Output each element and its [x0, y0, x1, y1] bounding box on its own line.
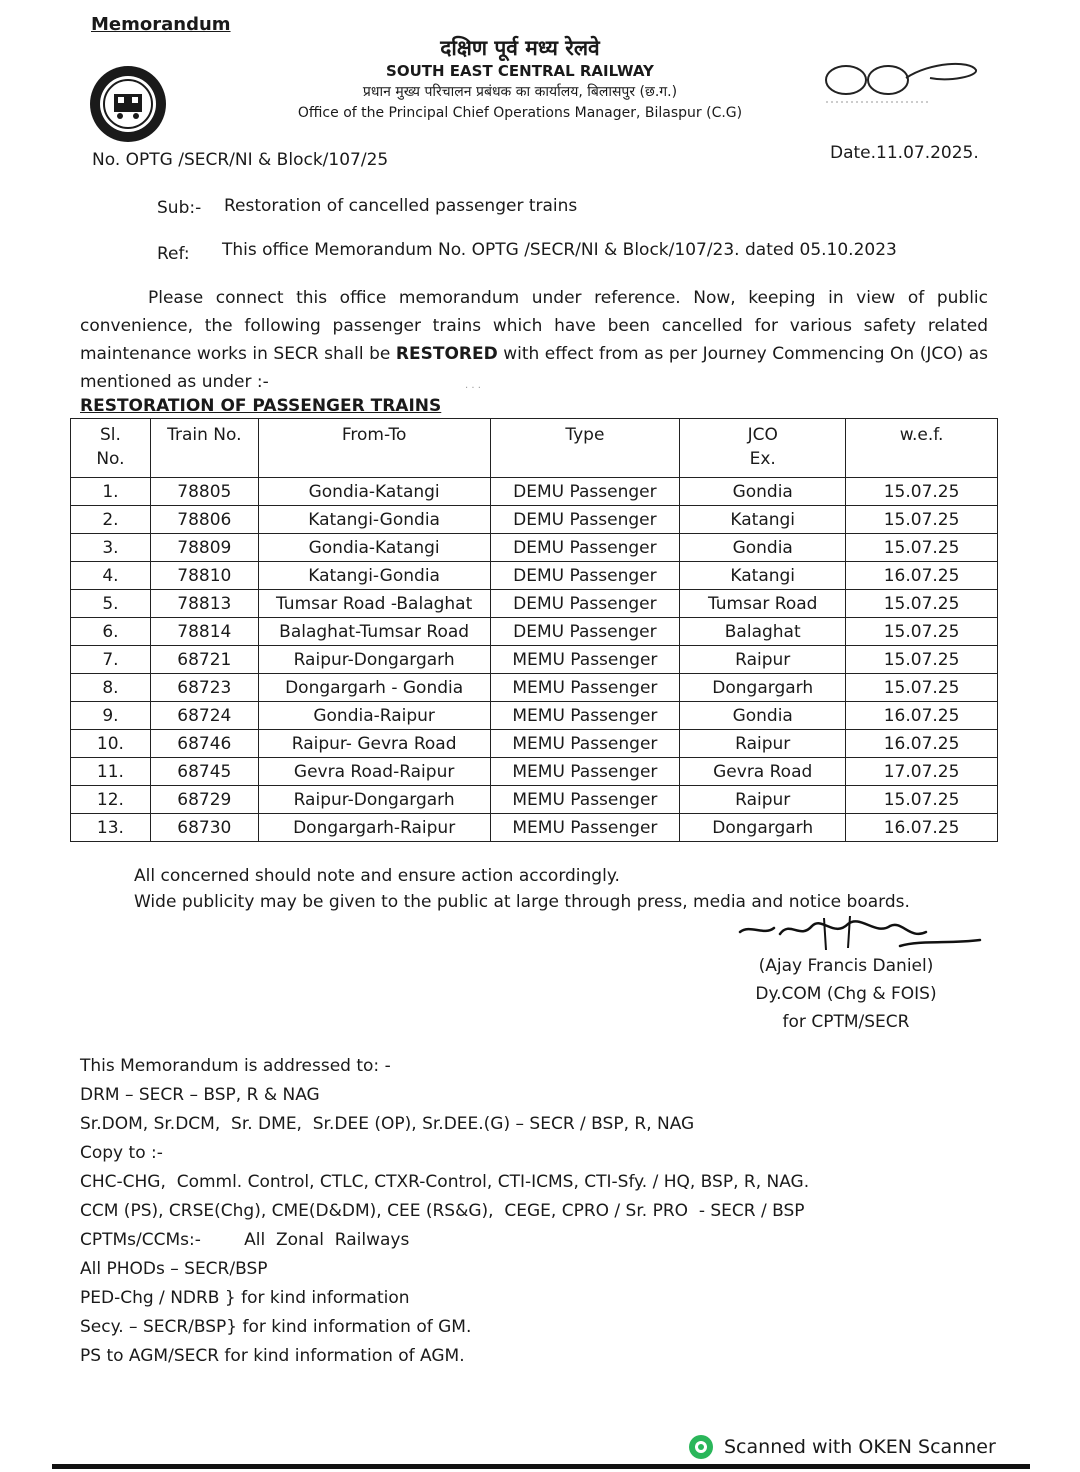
scanner-text: Scanned with OKEN Scanner — [724, 1436, 996, 1458]
subject-label: Sub:- — [157, 198, 202, 218]
cell-sl: 5. — [71, 590, 151, 618]
addressee-line: Copy to :- — [80, 1143, 163, 1163]
reference-label: Ref: — [157, 244, 190, 264]
cell-fromto: Gondia-Katangi — [258, 478, 490, 506]
cell-sl: 4. — [71, 562, 151, 590]
cell-jco: Raipur — [680, 646, 846, 674]
cell-sl: 11. — [71, 758, 151, 786]
note-line-1: All concerned should note and ensure action accordingly. — [134, 866, 620, 886]
signatory-for: for CPTM/SECR — [782, 1012, 910, 1032]
cell-wef: 15.07.25 — [846, 786, 998, 814]
cell-fromto: Gondia-Katangi — [258, 534, 490, 562]
cell-train: 68745 — [150, 758, 258, 786]
cell-wef: 16.07.25 — [846, 702, 998, 730]
cell-wef: 16.07.25 — [846, 730, 998, 758]
cell-jco: Gondia — [680, 702, 846, 730]
cell-fromto: Raipur- Gevra Road — [258, 730, 490, 758]
cell-train: 68721 — [150, 646, 258, 674]
addressee-line: DRM – SECR – BSP, R & NAG — [80, 1085, 320, 1105]
addressee-line: PED-Chg / NDRB } for kind information — [80, 1288, 410, 1308]
cell-sl: 6. — [71, 618, 151, 646]
cell-type: MEMU Passenger — [490, 646, 680, 674]
addressee-line: PS to AGM/SECR for kind information of AGM. — [80, 1346, 465, 1366]
addressee-line: All PHODs – SECR/BSP — [80, 1259, 268, 1279]
header-wef: w.e.f. — [846, 419, 998, 478]
scan-speck: · · · — [465, 383, 481, 394]
cell-sl: 3. — [71, 534, 151, 562]
office-name-hindi: प्रधान मुख्य परिचालन प्रबंधक का कार्यालय, बिलासपुर (छ.ग.) — [362, 84, 678, 100]
cell-jco: Gondia — [680, 478, 846, 506]
para-end: with effect from as per Journey Commencing On (JCO) as mentioned as under :- — [80, 344, 989, 392]
trains-table — [70, 418, 998, 842]
cell-wef: 15.07.25 — [846, 590, 998, 618]
cell-sl: 12. — [71, 786, 151, 814]
para-bold: RESTORED — [395, 344, 498, 364]
table-row — [71, 786, 998, 814]
signatory-name: (Ajay Francis Daniel) — [758, 956, 934, 976]
railway-name-english: SOUTH EAST CENTRAL RAILWAY — [386, 62, 654, 80]
addressee-line: Sr.DOM, Sr.DCM, Sr. DME, Sr.DEE (OP), Sr.DEE.(G) – SECR / BSP, R, NAG — [80, 1114, 695, 1134]
header-type: Type — [490, 419, 680, 478]
cell-type: MEMU Passenger — [490, 702, 680, 730]
cell-type: MEMU Passenger — [490, 758, 680, 786]
cell-train: 68729 — [150, 786, 258, 814]
table-row — [71, 646, 998, 674]
table-row — [71, 730, 998, 758]
cell-fromto: Tumsar Road -Balaghat — [258, 590, 490, 618]
cell-sl: 2. — [71, 506, 151, 534]
cell-jco: Dongargarh — [680, 814, 846, 842]
cell-fromto: Dongargarh-Raipur — [258, 814, 490, 842]
cell-fromto: Gondia-Raipur — [258, 702, 490, 730]
table-row — [71, 674, 998, 702]
cell-fromto: Raipur-Dongargarh — [258, 646, 490, 674]
cell-jco: Dongargarh — [680, 674, 846, 702]
indian-railways-logo — [88, 64, 168, 144]
cell-jco: Balaghat — [680, 618, 846, 646]
cell-fromto: Katangi-Gondia — [258, 506, 490, 534]
cell-fromto: Dongargarh - Gondia — [258, 674, 490, 702]
cell-type: DEMU Passenger — [490, 590, 680, 618]
cell-train: 68746 — [150, 730, 258, 758]
cell-type: DEMU Passenger — [490, 478, 680, 506]
cell-train: 78806 — [150, 506, 258, 534]
cell-jco: Raipur — [680, 730, 846, 758]
table-row — [71, 702, 998, 730]
cell-train: 78805 — [150, 478, 258, 506]
memo-title: Memorandum — [91, 14, 231, 35]
cell-sl: 1. — [71, 478, 151, 506]
cell-sl: 10. — [71, 730, 151, 758]
table-header-row — [71, 419, 998, 478]
table-row — [71, 562, 998, 590]
header-jco: JCO Ex. — [680, 419, 846, 478]
table-title: RESTORATION OF PASSENGER TRAINS — [80, 396, 442, 416]
table-row — [71, 534, 998, 562]
signatory-designation: Dy.COM (Chg & FOIS) — [755, 984, 937, 1004]
cell-wef: 15.07.25 — [846, 506, 998, 534]
header-sl: Sl. No. — [71, 419, 151, 478]
cell-sl: 7. — [71, 646, 151, 674]
table-row — [71, 590, 998, 618]
cell-sl: 9. — [71, 702, 151, 730]
reference-number: No. OPTG /SECR/NI & Block/107/25 — [92, 150, 389, 170]
cell-wef: 16.07.25 — [846, 814, 998, 842]
cell-type: DEMU Passenger — [490, 506, 680, 534]
oken-scanner-icon — [688, 1434, 714, 1460]
cell-train: 78813 — [150, 590, 258, 618]
cell-fromto: Raipur-Dongargarh — [258, 786, 490, 814]
table-row — [71, 506, 998, 534]
cell-wef: 15.07.25 — [846, 618, 998, 646]
header-from-to: From-To — [258, 419, 490, 478]
subject-text: Restoration of cancelled passenger trains — [224, 196, 578, 216]
cell-jco: Katangi — [680, 562, 846, 590]
cell-train: 68724 — [150, 702, 258, 730]
cell-type: DEMU Passenger — [490, 618, 680, 646]
cell-type: MEMU Passenger — [490, 786, 680, 814]
memo-date: Date.11.07.2025. — [830, 143, 979, 163]
bottom-border — [52, 1464, 1030, 1469]
cell-fromto: Gevra Road-Raipur — [258, 758, 490, 786]
cell-wef: 15.07.25 — [846, 478, 998, 506]
note-line-2: Wide publicity may be given to the public at large through press, media and notice boards. — [134, 892, 910, 912]
cell-wef: 16.07.25 — [846, 562, 998, 590]
cell-jco: Gevra Road — [680, 758, 846, 786]
addressee-line: CCM (PS), CRSE(Chg), CME(D&DM), CEE (RS&G), CEGE, CPRO / Sr. PRO - SECR / BSP — [80, 1201, 805, 1221]
table-row — [71, 618, 998, 646]
cell-wef: 15.07.25 — [846, 646, 998, 674]
scanner-watermark — [688, 1434, 996, 1460]
cell-train: 78810 — [150, 562, 258, 590]
header-train-no: Train No. — [150, 419, 258, 478]
addressee-line: This Memorandum is addressed to: - — [80, 1056, 391, 1076]
cell-jco: Gondia — [680, 534, 846, 562]
table-row — [71, 478, 998, 506]
cell-type: DEMU Passenger — [490, 534, 680, 562]
cell-train: 78814 — [150, 618, 258, 646]
amrit-mahotsav-emblem-icon — [820, 58, 980, 110]
body-paragraph — [80, 284, 988, 396]
signature-block — [726, 952, 966, 1036]
cell-fromto: Katangi-Gondia — [258, 562, 490, 590]
cell-type: MEMU Passenger — [490, 814, 680, 842]
para-start: Please connect this office memorandum under reference. Now, keeping in view of public convenience, the following passenger trains which have been cancelled for various safety related maintenance works in SECR shall be — [80, 288, 988, 364]
cell-type: DEMU Passenger — [490, 562, 680, 590]
cell-train: 68730 — [150, 814, 258, 842]
cell-type: MEMU Passenger — [490, 674, 680, 702]
addressee-list — [80, 1052, 809, 1371]
cell-wef: 17.07.25 — [846, 758, 998, 786]
cell-jco: Tumsar Road — [680, 590, 846, 618]
cell-jco: Katangi — [680, 506, 846, 534]
cell-train: 78809 — [150, 534, 258, 562]
addressee-line: CPTMs/CCMs:- All Zonal Railways — [80, 1230, 410, 1250]
addressee-line: Secy. – SECR/BSP} for kind information of GM. — [80, 1317, 472, 1337]
table-row — [71, 758, 998, 786]
cell-wef: 15.07.25 — [846, 534, 998, 562]
office-name-english: Office of the Principal Chief Operations Manager, Bilaspur (C.G) — [297, 105, 743, 121]
cell-type: MEMU Passenger — [490, 730, 680, 758]
cell-jco: Raipur — [680, 786, 846, 814]
cell-sl: 13. — [71, 814, 151, 842]
railway-name-hindi: दक्षिण पूर्व मध्य रेलवे — [440, 36, 600, 60]
addressee-line: CHC-CHG, Comml. Control, CTLC, CTXR-Control, CTI-ICMS, CTI-Sfy. / HQ, BSP, R, NAG. — [80, 1172, 810, 1192]
cell-train: 68723 — [150, 674, 258, 702]
cell-fromto: Balaghat-Tumsar Road — [258, 618, 490, 646]
reference-text: This office Memorandum No. OPTG /SECR/NI & Block/107/23. dated 05.10.2023 — [222, 240, 897, 260]
cell-sl: 8. — [71, 674, 151, 702]
table-row — [71, 814, 998, 842]
table-body — [71, 478, 998, 842]
cell-wef: 15.07.25 — [846, 674, 998, 702]
